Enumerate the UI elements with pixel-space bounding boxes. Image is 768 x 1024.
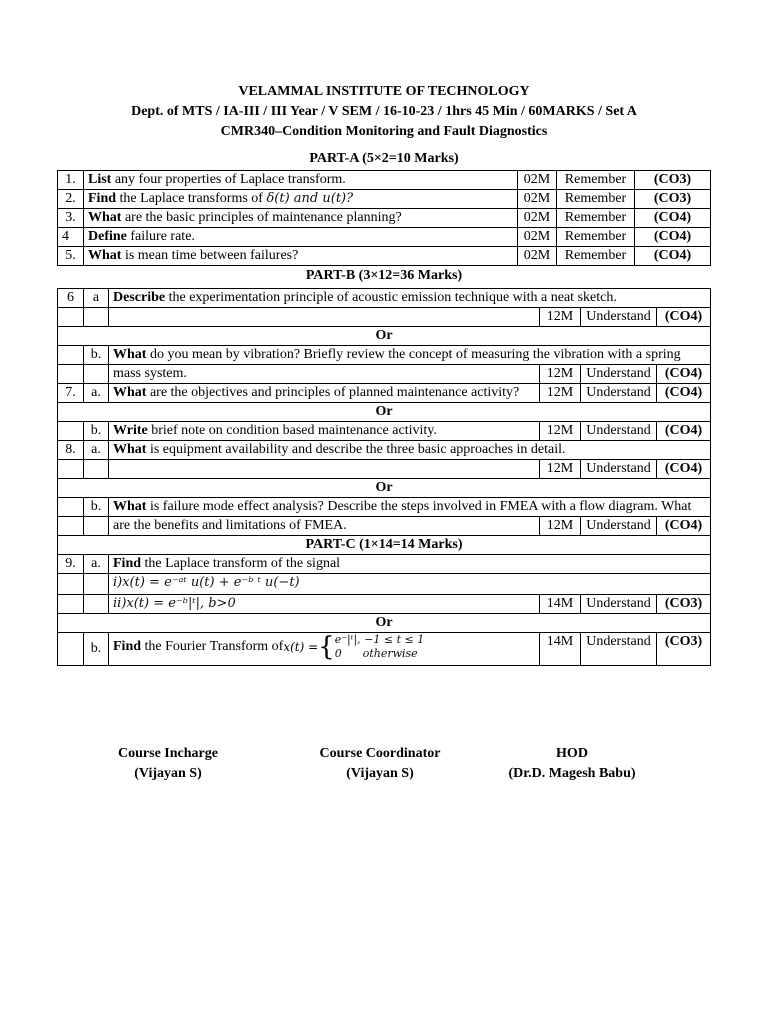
course-outcome: (CO4) [657, 308, 711, 327]
or-row [58, 403, 711, 422]
signature-name: (Vijayan S) [134, 766, 202, 781]
sub-question: a. [84, 441, 109, 460]
question-number: 8. [58, 441, 84, 460]
question-text-continued: mass system. [109, 365, 540, 384]
signature-course-incharge [68, 744, 268, 784]
table-row [58, 247, 711, 266]
question-text: What is mean time between failures? [84, 247, 518, 266]
bloom-level: Remember [557, 247, 635, 266]
table-row [58, 441, 711, 460]
table-row [58, 633, 711, 666]
question-text: What is failure mode effect analysis? Describe the steps involved in FMEA with a flow diagram. What [109, 498, 711, 517]
course-outcome: (CO4) [635, 209, 711, 228]
or-label: Or [58, 479, 711, 498]
sub-question: b. [84, 498, 109, 517]
bloom-level: Remember [557, 190, 635, 209]
question-number: 1. [58, 171, 84, 190]
signature-name: (Vijayan S) [346, 766, 414, 781]
or-label: Or [58, 403, 711, 422]
marks: 02M [518, 190, 557, 209]
bloom-level: Understand [581, 460, 657, 479]
table-row [58, 384, 711, 403]
or-row [58, 614, 711, 633]
part-a-table [57, 170, 711, 266]
marks: 02M [518, 247, 557, 266]
sub-question: b. [84, 346, 109, 365]
course-outcome: (CO4) [635, 228, 711, 247]
table-row [58, 365, 711, 384]
bloom-level: Understand [581, 365, 657, 384]
sub-question: a. [84, 384, 109, 403]
or-row [58, 327, 711, 346]
question-number: 5. [58, 247, 84, 266]
course-outcome: (CO4) [657, 517, 711, 536]
bloom-level: Understand [581, 308, 657, 327]
bloom-level: Understand [581, 422, 657, 441]
equation-2: ii)x(t) = e⁻ᵇ|ᵗ|, b>0 [109, 595, 540, 614]
part-b-title: PART-B (3×12=36 Marks) [305, 268, 463, 283]
table-row [58, 308, 711, 327]
question-text: What is equipment availability and describe the three basic approaches in detail. [109, 441, 711, 460]
question-text: Write brief note on condition based maintenance activity. [109, 422, 540, 441]
exam-details: Dept. of MTS / IA-III / III Year / V SEM / 16-10-23 / 1hrs 45 Min / 60MARKS / Set A [131, 104, 637, 119]
question-text: Find the Fourier Transform ofx(t) ={e⁻|ᵗ|, −1 ≤ t ≤ 1 0 otherwise [109, 633, 540, 666]
piecewise-cases: e⁻|ᵗ|, −1 ≤ t ≤ 1 0 otherwise [334, 633, 425, 660]
or-label: Or [58, 327, 711, 346]
signature-name: (Dr.D. Magesh Babu) [508, 766, 636, 781]
table-row [58, 190, 711, 209]
bloom-level: Understand [581, 633, 657, 666]
signature-hod [472, 744, 672, 784]
question-text: Describe the experimentation principle of acoustic emission technique with a neat sketch. [109, 289, 711, 308]
question-text: What are the objectives and principles of planned maintenance activity? [109, 384, 540, 403]
question-text: Find the Laplace transform of the signal [109, 555, 711, 574]
table-row [58, 517, 711, 536]
marks: 02M [518, 209, 557, 228]
part-c-title-row [58, 536, 711, 555]
question-number: 6 [58, 289, 84, 308]
or-label: Or [58, 614, 711, 633]
table-row [58, 171, 711, 190]
question-number: 4 [58, 228, 84, 247]
course-outcome: (CO3) [635, 171, 711, 190]
table-row [58, 595, 711, 614]
sub-question: b. [84, 422, 109, 441]
course-outcome: (CO3) [635, 190, 711, 209]
signature-course-coordinator [280, 744, 480, 784]
course-outcome: (CO4) [657, 365, 711, 384]
question-text: List any four properties of Laplace transform. [84, 171, 518, 190]
table-row [58, 498, 711, 517]
bloom-level: Understand [581, 595, 657, 614]
question-number: 3. [58, 209, 84, 228]
table-row [58, 289, 711, 308]
marks: 12M [540, 460, 581, 479]
sub-question: a [84, 289, 109, 308]
signature-role: HOD [556, 746, 588, 761]
institute-name: VELAMMAL INSTITUTE OF TECHNOLOGY [238, 84, 530, 99]
question-number: 7. [58, 384, 84, 403]
brace-symbol: { [318, 632, 335, 662]
part-b-c-table [57, 288, 711, 666]
table-row [58, 574, 711, 595]
document-header [0, 82, 768, 142]
or-row [58, 479, 711, 498]
signature-role: Course Incharge [118, 746, 218, 761]
bloom-level: Remember [557, 209, 635, 228]
table-row [58, 346, 711, 365]
marks: 12M [540, 422, 581, 441]
bloom-level: Understand [581, 384, 657, 403]
equation-1: i)x(t) = e⁻ᵃᵗ u(t) + e⁻ᵇ ᵗ u(−t) [109, 574, 711, 595]
question-text: Find the Laplace transforms of δ(t) and u(t)? [84, 190, 518, 209]
marks: 12M [540, 384, 581, 403]
question-number: 2. [58, 190, 84, 209]
course-title: CMR340–Condition Monitoring and Fault Diagnostics [220, 124, 548, 139]
marks: 12M [540, 517, 581, 536]
signature-role: Course Coordinator [319, 746, 441, 761]
table-row [58, 555, 711, 574]
bloom-level: Understand [581, 517, 657, 536]
question-text-continued: are the benefits and limitations of FMEA. [109, 517, 540, 536]
question-number: 9. [58, 555, 84, 574]
course-outcome: (CO3) [657, 633, 711, 666]
course-outcome: (CO4) [657, 460, 711, 479]
sub-question: b. [84, 633, 109, 666]
course-outcome: (CO4) [657, 384, 711, 403]
marks: 14M [540, 633, 581, 666]
bloom-level: Remember [557, 171, 635, 190]
marks: 14M [540, 595, 581, 614]
course-outcome: (CO3) [657, 595, 711, 614]
question-text: What do you mean by vibration? Briefly review the concept of measuring the vibration with a spring [109, 346, 711, 365]
table-row [58, 228, 711, 247]
bloom-level: Remember [557, 228, 635, 247]
question-text: Define failure rate. [84, 228, 518, 247]
table-row [58, 460, 711, 479]
marks: 12M [540, 365, 581, 384]
sub-question: a. [84, 555, 109, 574]
part-a-title: PART-A (5×2=10 Marks) [309, 151, 459, 166]
marks: 02M [518, 171, 557, 190]
course-outcome: (CO4) [635, 247, 711, 266]
part-c-title: PART-C (1×14=14 Marks) [58, 536, 711, 555]
course-outcome: (CO4) [657, 422, 711, 441]
table-row [58, 209, 711, 228]
marks: 02M [518, 228, 557, 247]
marks: 12M [540, 308, 581, 327]
question-text: What are the basic principles of maintenance planning? [84, 209, 518, 228]
table-row [58, 422, 711, 441]
